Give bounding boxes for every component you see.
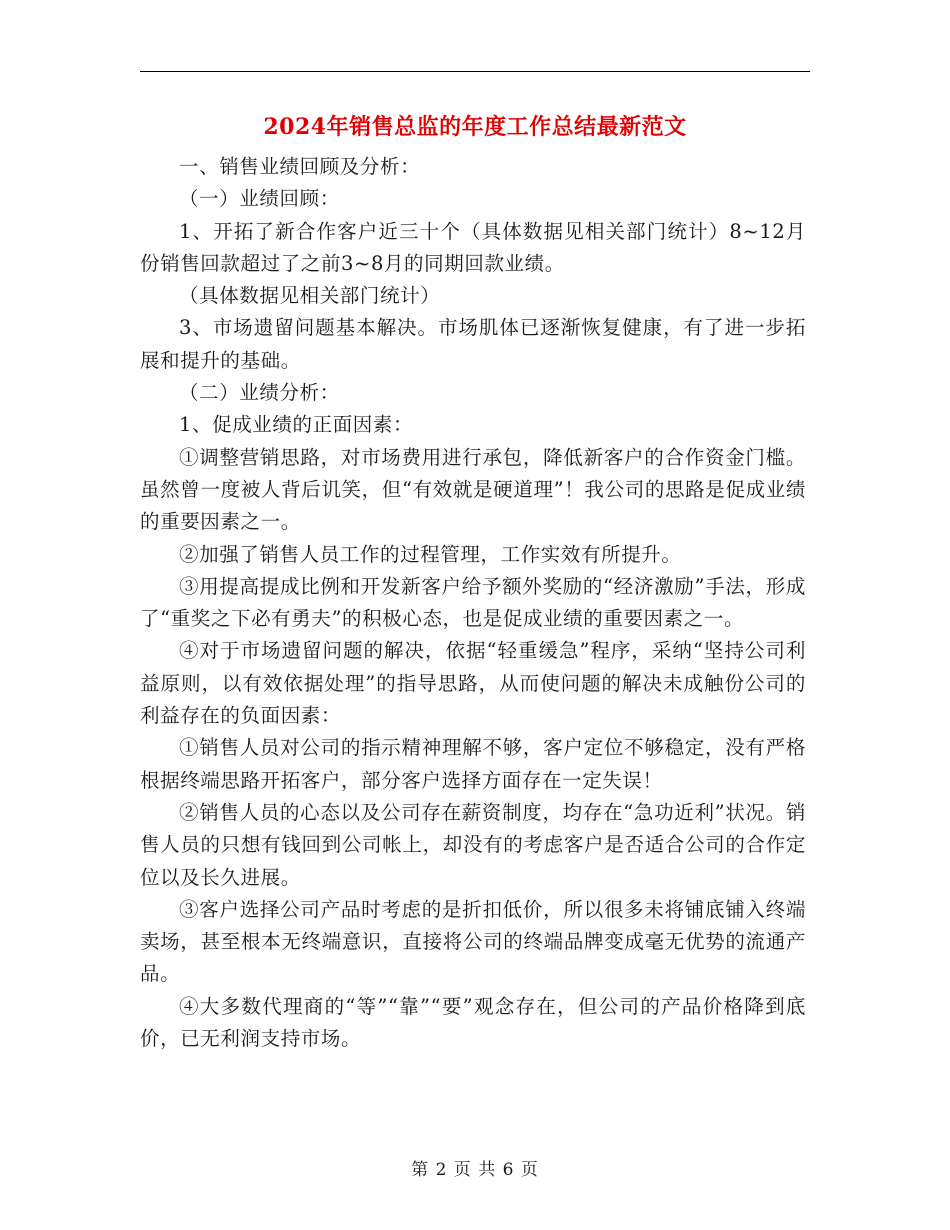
paragraph-14: ③客户选择公司产品时考虑的是折扣低价，所以很多未将铺底铺入终端卖场，甚至根本无终端意识，直接将公司的终端品牌变成毫无优势的流通产品。	[140, 897, 806, 986]
document-body	[140, 151, 806, 1055]
document-title: 2024年销售总监的年度工作总结最新范文	[263, 114, 687, 140]
paragraph-7: 1、促成业绩的正面因素：	[179, 413, 414, 437]
paragraph-11: ④对于市场遗留问题的解决，依据“轻重缓急”程序，采纳“坚持公司利益原则，以有效依据处理”的指导思路，从而使问题的解决未成触份公司的利益存在的负面因素：	[140, 639, 806, 728]
paragraph-1: 一、销售业绩回顾及分析：	[179, 155, 421, 178]
paragraph-9: ②加强了销售人员工作的过程管理，工作实效有所提升。	[179, 542, 682, 566]
paragraph-10: ③用提高提成比例和开发新客户给予额外奖励的“经济激励”手法，形成了“重奖之下必有勇夫”的积极心态，也是促成业绩的重要因素之一。	[140, 574, 806, 631]
paragraph-12: ①销售人员对公司的指示精神理解不够，客户定位不够稳定，没有严格根据终端思路开拓客户，部分客户选择方面存在一定失误！	[140, 736, 806, 792]
paragraph-8: ①调整营销思路，对市场费用进行承包，降低新客户的合作资金门槛。虽然曾一度被人背后讥笑，但“有效就是硬道理”！我公司的思路是促成业绩的重要因素之一。	[140, 445, 806, 534]
paragraph-6: （二）业绩分析：	[179, 381, 340, 405]
paragraph-2: （一）业绩回顾：	[179, 187, 340, 211]
paragraph-13: ②销售人员的心态以及公司存在薪资制度，均存在“急功近利”状况。销售人员的只想有钱回到公司帐上，却没有的考虑客户是否适合公司的合作定位以及长久进展。	[140, 800, 806, 889]
paragraph-5: 3、市场遗留问题基本解决。市场肌体已逐渐恢复健康，有了进一步拓展和提升的基础。	[140, 316, 806, 372]
paragraph-15: ④大多数代理商的“等”“靠”“要”观念存在，但公司的产品价格降到底价，已无利润支持市场。	[140, 994, 806, 1051]
paragraph-3: 1、开拓了新合作客户近三十个（具体数据见相关部门统计）8~12月份销售回款超过了之前3~8月的同期回款业绩。	[140, 219, 806, 275]
paragraph-4: （具体数据见相关部门统计）	[179, 284, 441, 308]
page-number-footer: 第 2 页 共 6 页	[411, 1160, 539, 1180]
header-rule	[140, 71, 810, 72]
